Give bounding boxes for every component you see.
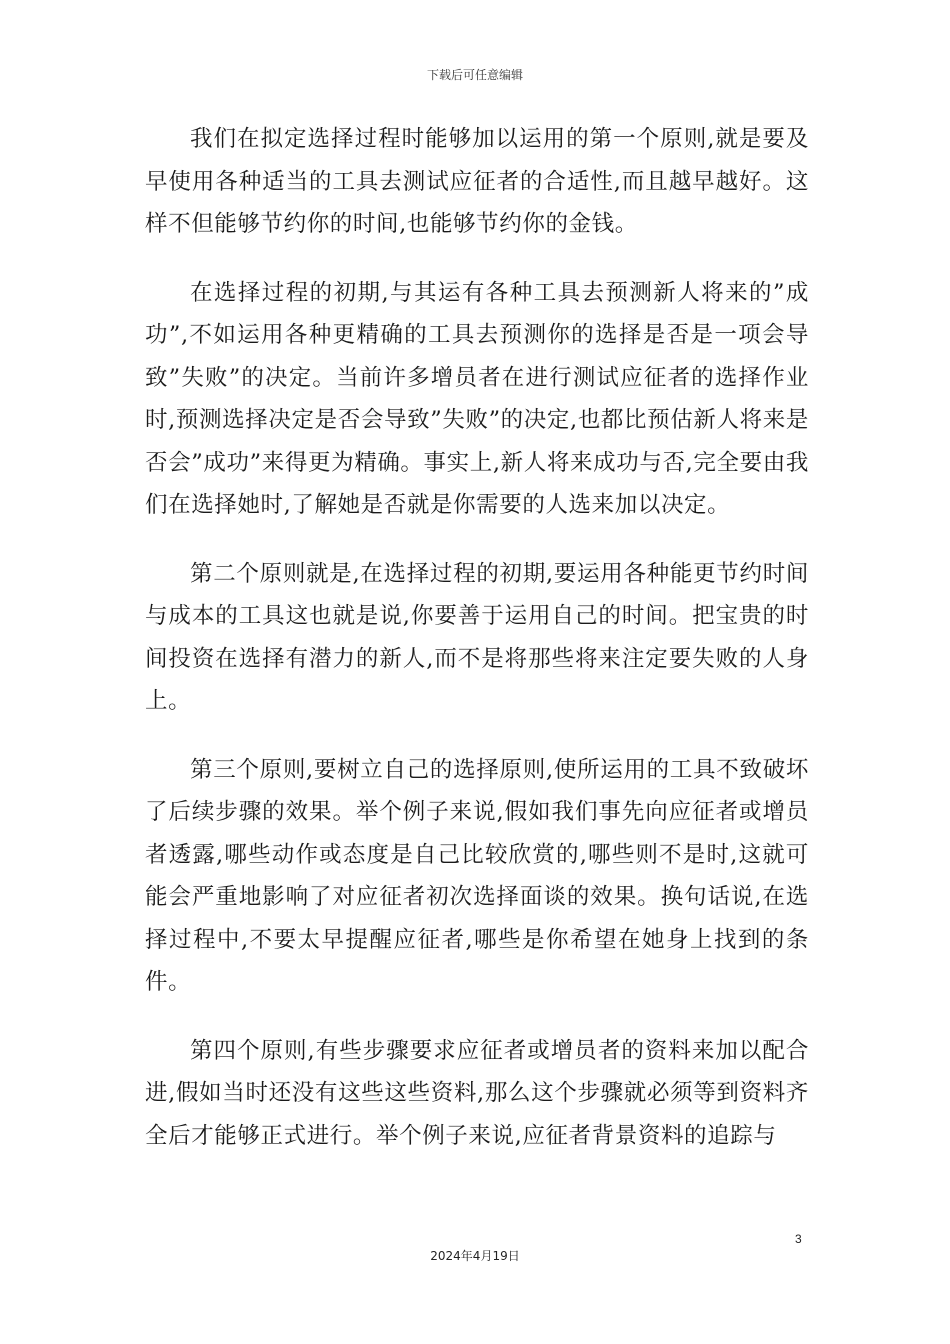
paragraph-5: 第四个原则,有些步骤要求应征者或增员者的资料来加以配合进,假如当时还没有这些这些资料,那么这个步骤就必须等到资料齐全后才能够正式进行。举个例子来说,应征者背景资料的追踪与 [145, 1037, 809, 1149]
paragraph-4: 第三个原则,要树立自己的选择原则,使所运用的工具不致破坏了后续步骤的效果。举个例子来说,假如我们事先向应征者或增员者透露,哪些动作或态度是自己比较欣赏的,哪些则不是时,这就可能会严重地影响了对应征者初次选择面谈的效果。换句话说,在选择过程中,不要太早提醒应征者,哪些是你希望在她身上找到的条件。 [145, 756, 809, 995]
page-number: 3 [795, 1232, 802, 1246]
page-header: 下载后可任意编辑 [426, 68, 523, 82]
paragraph-2: 在选择过程的初期,与其运有各种工具去预测新人将来的”成功”,不如运用各种更精确的工具去预测你的选择是否是一项会导致”失败”的决定。当前许多增员者在进行测试应征者的选择作业时,预测选择决定是否会导致”失败”的决定,也都比预估新人将来是否会”成功”来得更为精确。事实上,新人将来成功与否,完全要由我们在选择她时,了解她是否就是你需要的人选来加以决定。 [145, 279, 809, 518]
paragraph-3: 第二个原则就是,在选择过程的初期,要运用各种能更节约时间与成本的工具这也就是说,你要善于运用自己的时间。把宝贵的时间投资在选择有潜力的新人,而不是将那些将来注定要失败的人身上。 [145, 560, 809, 714]
paragraph-1: 我们在拟定选择过程时能够加以运用的第一个原则,就是要及早使用各种适当的工具去测试应征者的合适性,而且越早越好。这样不但能够节约你的时间,也能够节约你的金钱。 [145, 126, 809, 237]
footer-date: 2024年4月19日 [430, 1249, 520, 1263]
document-body [145, 118, 809, 1183]
